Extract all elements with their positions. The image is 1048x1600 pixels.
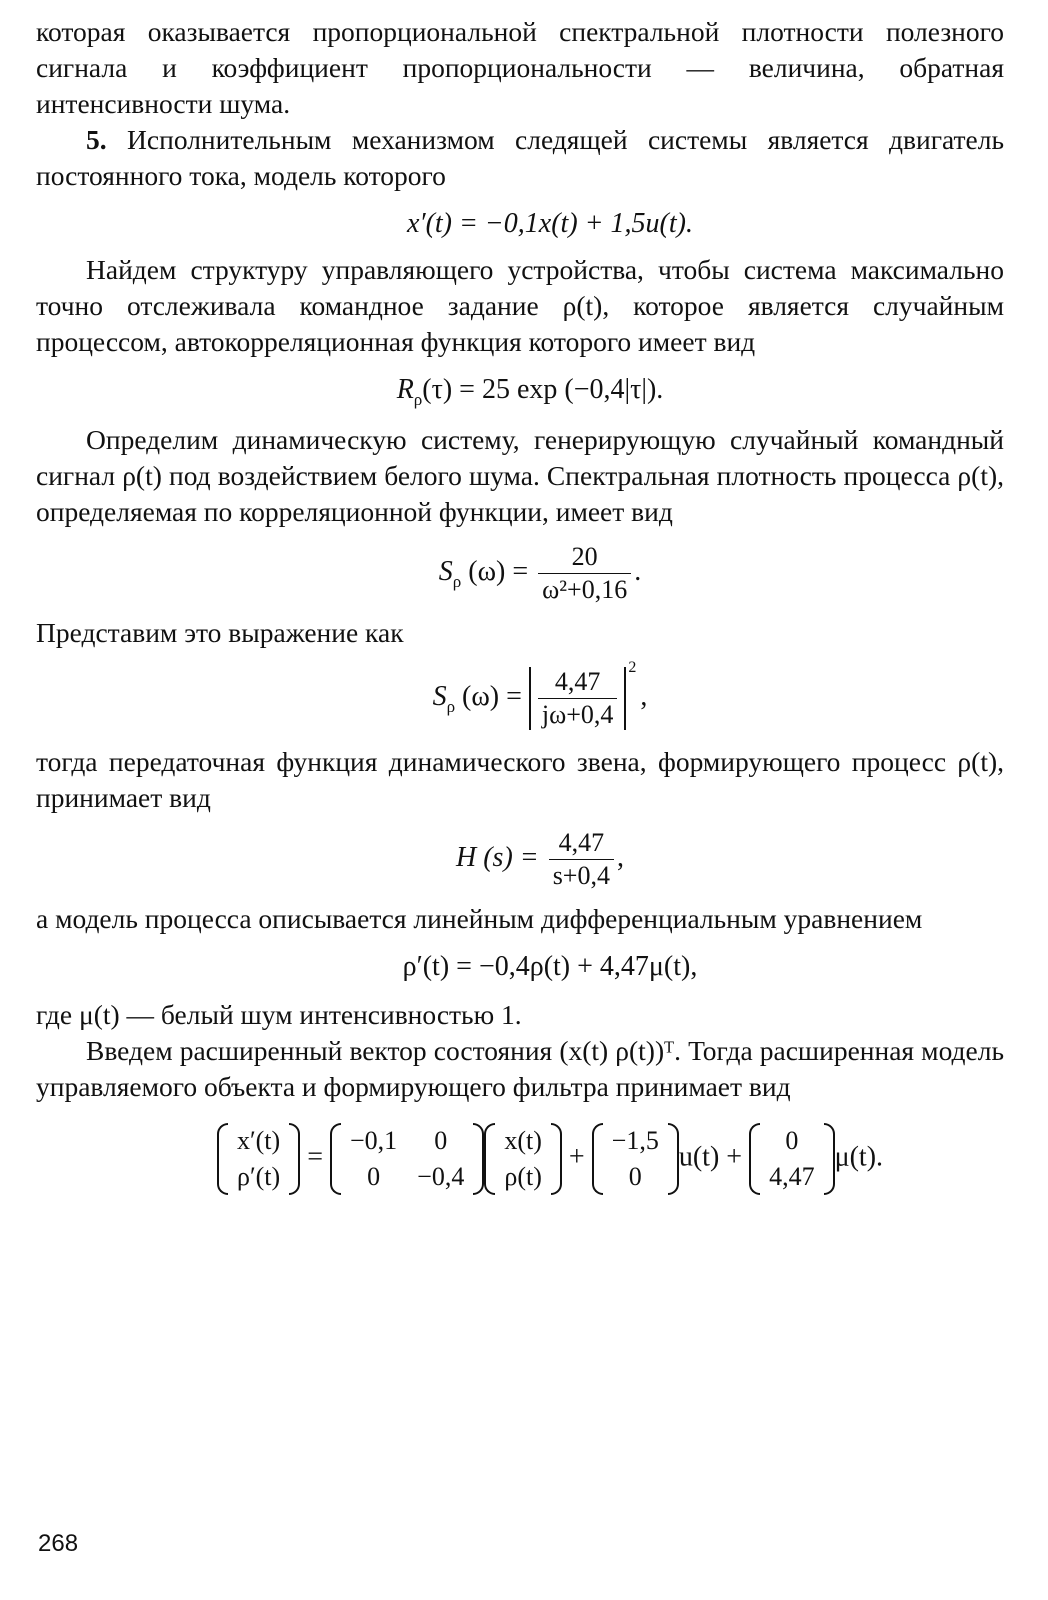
paragraph-2-text: Исполнительным механизмом следящей системы является двигатель постоянного тока, модель которого xyxy=(36,124,1004,191)
equation-spectral-density: $S_\rho$ (ω) = $\frac{20}{\text{ω²+0,16}}$ . xyxy=(438,542,642,604)
spectral-denominator: ω²+0,16 xyxy=(542,575,628,604)
spectral-arg: (ω) = xyxy=(468,555,529,587)
state-lhs-1: x′(t) xyxy=(236,1126,281,1155)
page-body xyxy=(36,14,1004,1195)
equation-spectral-factored: $S_\rho$ (ω) = $\frac{4,47}{j\omega+0,4}$ 2 , xyxy=(432,659,648,729)
equation-transfer-function: H (s) = $\frac{4,47}{s+0,4}$ , xyxy=(456,828,624,890)
spectral2-numerator: 4,47 xyxy=(538,667,618,699)
transfer-fraction xyxy=(549,828,614,891)
item-number: 5. xyxy=(86,124,107,155)
spectral2-fraction xyxy=(538,667,618,730)
equation-motor-model xyxy=(96,208,1004,240)
state-vector xyxy=(484,1123,562,1195)
paragraph-7: а модель процесса описывается линейным дифференциальным уравнением xyxy=(36,903,923,934)
state-lhs-2: ρ′(t) xyxy=(236,1162,281,1191)
equation-rho-model xyxy=(96,951,1004,983)
state-rho: ρ(t) xyxy=(504,1162,542,1191)
g1: 0 xyxy=(785,1126,799,1155)
autocorr-symbol: R xyxy=(396,374,414,405)
page-number: 268 xyxy=(38,1530,79,1557)
paragraph-2 xyxy=(36,122,1004,194)
spectral2-arg: (ω) = xyxy=(462,680,522,712)
equation-motor-model-text: x′(t) = −0,1x(t) + 1,5u(t). xyxy=(407,208,693,239)
spectral2-symbol: S xyxy=(432,680,447,712)
autocorr-subscript: ρ xyxy=(413,390,423,409)
noise-vector-g xyxy=(749,1123,835,1195)
b1: −1,5 xyxy=(611,1126,659,1155)
spectral-symbol: S xyxy=(438,555,453,587)
equation-rho-model-text: ρ′(t) = −0,4ρ(t) + 4,47μ(t), xyxy=(402,951,698,982)
g2: 4,47 xyxy=(769,1162,815,1191)
modulus-bars: $\frac{4,47}{j\omega+0,4}$ 2 xyxy=(529,667,627,730)
spectral2-denominator: jω+0,4 xyxy=(541,700,614,729)
transfer-denominator: s+0,4 xyxy=(552,861,610,890)
state-derivative-vector xyxy=(217,1123,300,1195)
u-term: u(t) xyxy=(678,1141,720,1173)
paragraph-6: тогда передаточная функция динамического звена, формирующего процесс ρ(t), принимает вид xyxy=(36,746,1004,813)
paragraph-3: Найдем структуру управляющего устройства, чтобы система максимально точно отслеживала командное задание ρ(t), которое является случайным процессом, автокорреляционная функция которого имеет вид xyxy=(36,254,1004,357)
autocorr-rhs: (τ) = 25 exp (−0,4|τ|). xyxy=(422,374,664,405)
transfer-numerator: 4,47 xyxy=(549,828,614,860)
spectral-numerator: 20 xyxy=(538,542,631,574)
input-vector-b xyxy=(592,1123,679,1195)
state-matrix-a xyxy=(330,1123,484,1195)
paragraph-1: которая оказывается пропорциональной спектральной плотности полезного сигнала и коэффициент пропорциональности — величина, обратная интенсивности шума. xyxy=(36,16,1004,119)
mu-term: μ(t). xyxy=(834,1141,884,1173)
spectral-subscript: ρ xyxy=(452,571,462,591)
equation-state-space: x′(t) ρ′(t) = −0,1 0 0 −0,4 x(t) ρ(t) + −1,5 0 u(t) + 0 4,47 μ(t). xyxy=(96,1123,1004,1195)
paragraph-9: Введем расширенный вектор состояния (x(t) ρ(t))ᵀ. Тогда расширенная модель управляемого объекта и формирующего фильтра принимает вид xyxy=(36,1035,1004,1102)
paragraph-5: Представим это выражение как xyxy=(36,617,404,648)
spectral2-subscript: ρ xyxy=(446,696,456,716)
a22: −0,4 xyxy=(417,1162,465,1191)
state-x: x(t) xyxy=(504,1126,542,1155)
paragraph-8: где μ(t) — белый шум интенсивностью 1. xyxy=(36,999,522,1030)
a12: 0 xyxy=(434,1126,448,1155)
transfer-lhs: H (s) = xyxy=(456,841,539,873)
a11: −0,1 xyxy=(349,1126,398,1155)
spectral-fraction xyxy=(538,542,631,605)
equation-autocorrelation xyxy=(56,374,1004,410)
b2: 0 xyxy=(628,1162,642,1191)
a21: 0 xyxy=(367,1162,381,1191)
paragraph-4: Определим динамическую систему, генерирующую случайный командный сигнал ρ(t) под воздействием белого шума. Спектральная плотность процесса ρ(t), определяемая по корреляционной функции, имеет вид xyxy=(36,424,1004,527)
